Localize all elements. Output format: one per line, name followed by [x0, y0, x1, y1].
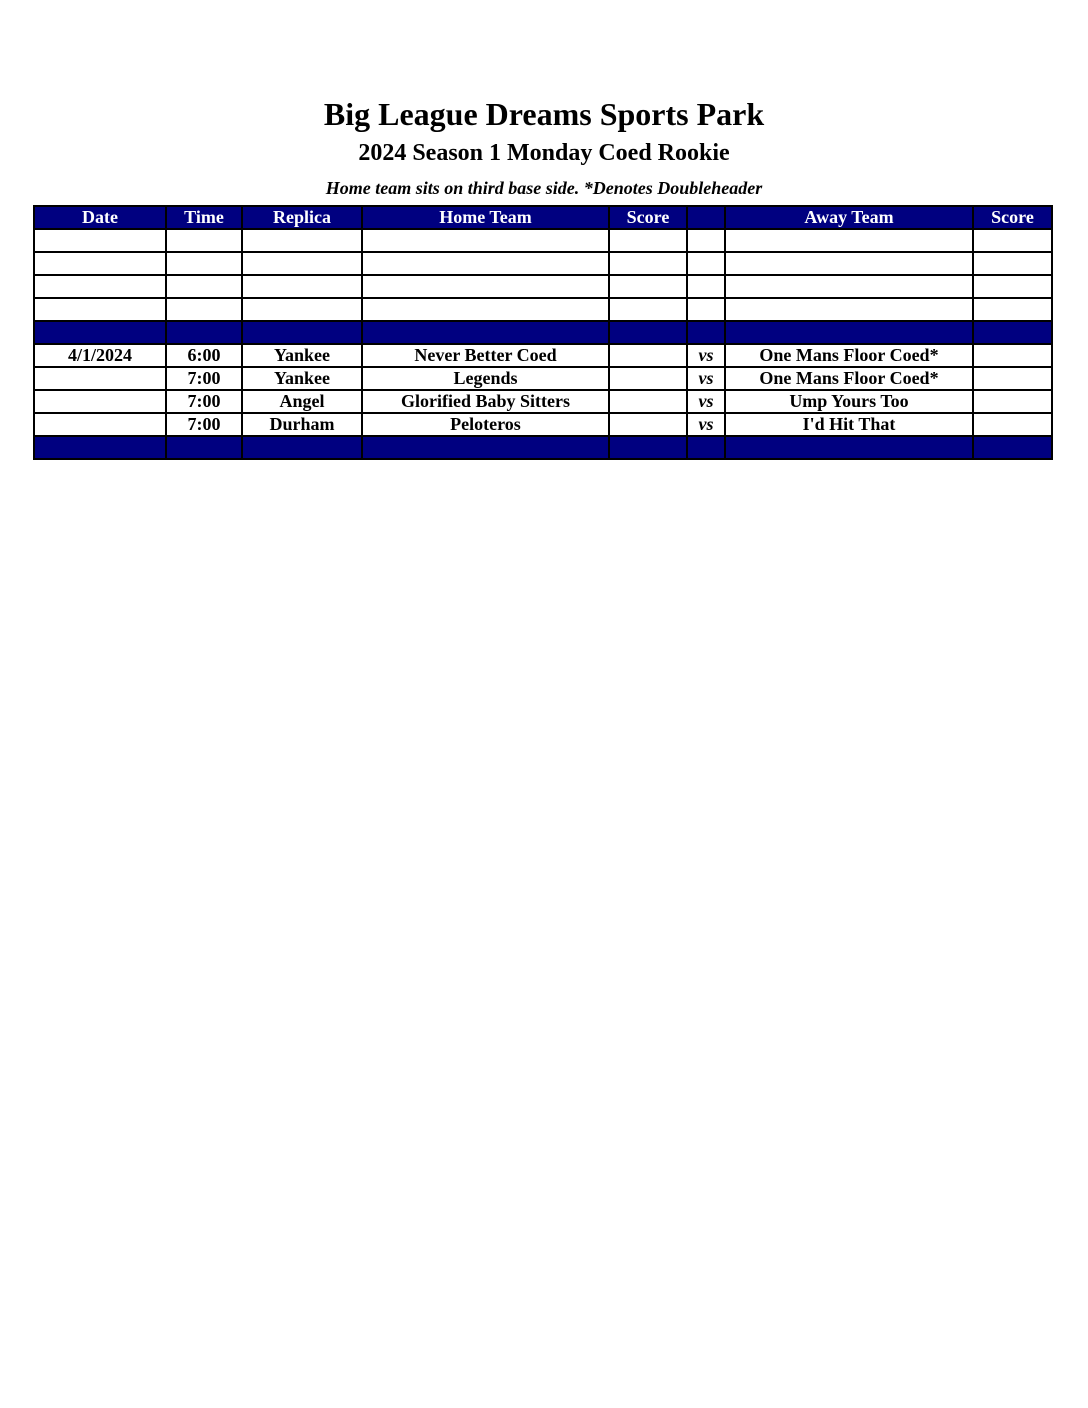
column-header-home-team: Home Team [362, 206, 609, 229]
separator-cell [242, 321, 362, 344]
empty-cell [34, 298, 166, 321]
empty-cell [687, 298, 725, 321]
empty-cell [362, 275, 609, 298]
separator-row [34, 321, 1052, 344]
empty-row [34, 229, 1052, 252]
separator-cell [166, 436, 242, 459]
home-score [609, 413, 687, 436]
vs-label: vs [687, 367, 725, 390]
game-date [34, 390, 166, 413]
game-time: 7:00 [166, 367, 242, 390]
empty-cell [362, 298, 609, 321]
game-row [34, 344, 1052, 367]
away-team: One Mans Floor Coed* [725, 367, 973, 390]
empty-cell [609, 229, 687, 252]
vs-label: vs [687, 413, 725, 436]
column-header-vs [687, 206, 725, 229]
empty-row [34, 275, 1052, 298]
empty-cell [166, 275, 242, 298]
empty-cell [687, 275, 725, 298]
game-replica: Yankee [242, 367, 362, 390]
game-replica: Angel [242, 390, 362, 413]
empty-cell [166, 298, 242, 321]
column-header-date: Date [34, 206, 166, 229]
empty-cell [973, 275, 1052, 298]
home-team: Peloteros [362, 413, 609, 436]
away-team: One Mans Floor Coed* [725, 344, 973, 367]
empty-cell [687, 252, 725, 275]
empty-cell [725, 275, 973, 298]
game-row [34, 367, 1052, 390]
separator-cell [973, 436, 1052, 459]
separator-cell [973, 321, 1052, 344]
vs-label: vs [687, 344, 725, 367]
column-header-away-team: Away Team [725, 206, 973, 229]
empty-cell [166, 252, 242, 275]
away-score [973, 390, 1052, 413]
away-score [973, 367, 1052, 390]
home-team: Legends [362, 367, 609, 390]
game-time: 7:00 [166, 390, 242, 413]
column-header-away-score: Score [973, 206, 1052, 229]
column-header-time: Time [166, 206, 242, 229]
separator-cell [725, 436, 973, 459]
empty-cell [34, 252, 166, 275]
separator-cell [362, 321, 609, 344]
away-score [973, 413, 1052, 436]
empty-cell [609, 252, 687, 275]
empty-cell [34, 229, 166, 252]
empty-cell [973, 229, 1052, 252]
separator-cell [609, 321, 687, 344]
empty-cell [166, 229, 242, 252]
game-replica: Yankee [242, 344, 362, 367]
empty-cell [362, 252, 609, 275]
separator-cell [166, 321, 242, 344]
empty-cell [687, 229, 725, 252]
empty-cell [725, 229, 973, 252]
game-replica: Durham [242, 413, 362, 436]
separator-row [34, 436, 1052, 459]
home-score [609, 390, 687, 413]
schedule-table [33, 205, 1053, 460]
game-time: 7:00 [166, 413, 242, 436]
separator-cell [362, 436, 609, 459]
game-date [34, 367, 166, 390]
game-row [34, 413, 1052, 436]
vs-label: vs [687, 390, 725, 413]
table-header-row [34, 206, 1052, 229]
home-team: Glorified Baby Sitters [362, 390, 609, 413]
column-header-replica: Replica [242, 206, 362, 229]
page-subtitle: 2024 Season 1 Monday Coed Rookie [358, 140, 730, 166]
empty-cell [725, 252, 973, 275]
empty-cell [242, 229, 362, 252]
empty-cell [609, 298, 687, 321]
home-score [609, 344, 687, 367]
home-score [609, 367, 687, 390]
empty-cell [34, 275, 166, 298]
separator-cell [725, 321, 973, 344]
separator-cell [609, 436, 687, 459]
game-row [34, 390, 1052, 413]
column-header-home-score: Score [609, 206, 687, 229]
empty-row [34, 298, 1052, 321]
doubleheader-note: Home team sits on third base side. *Denotes Doubleheader [325, 178, 763, 198]
away-team: I'd Hit That [725, 413, 973, 436]
game-date [34, 413, 166, 436]
game-time: 6:00 [166, 344, 242, 367]
separator-cell [34, 321, 166, 344]
separator-cell [34, 436, 166, 459]
separator-cell [242, 436, 362, 459]
empty-cell [725, 298, 973, 321]
separator-cell [687, 321, 725, 344]
empty-cell [242, 298, 362, 321]
empty-cell [609, 275, 687, 298]
empty-cell [973, 252, 1052, 275]
home-team: Never Better Coed [362, 344, 609, 367]
page-title: Big League Dreams Sports Park [323, 96, 765, 132]
away-team: Ump Yours Too [725, 390, 973, 413]
empty-row [34, 252, 1052, 275]
away-score [973, 344, 1052, 367]
separator-cell [687, 436, 725, 459]
empty-cell [242, 275, 362, 298]
game-date: 4/1/2024 [34, 344, 166, 367]
empty-cell [973, 298, 1052, 321]
empty-cell [362, 229, 609, 252]
empty-cell [242, 252, 362, 275]
